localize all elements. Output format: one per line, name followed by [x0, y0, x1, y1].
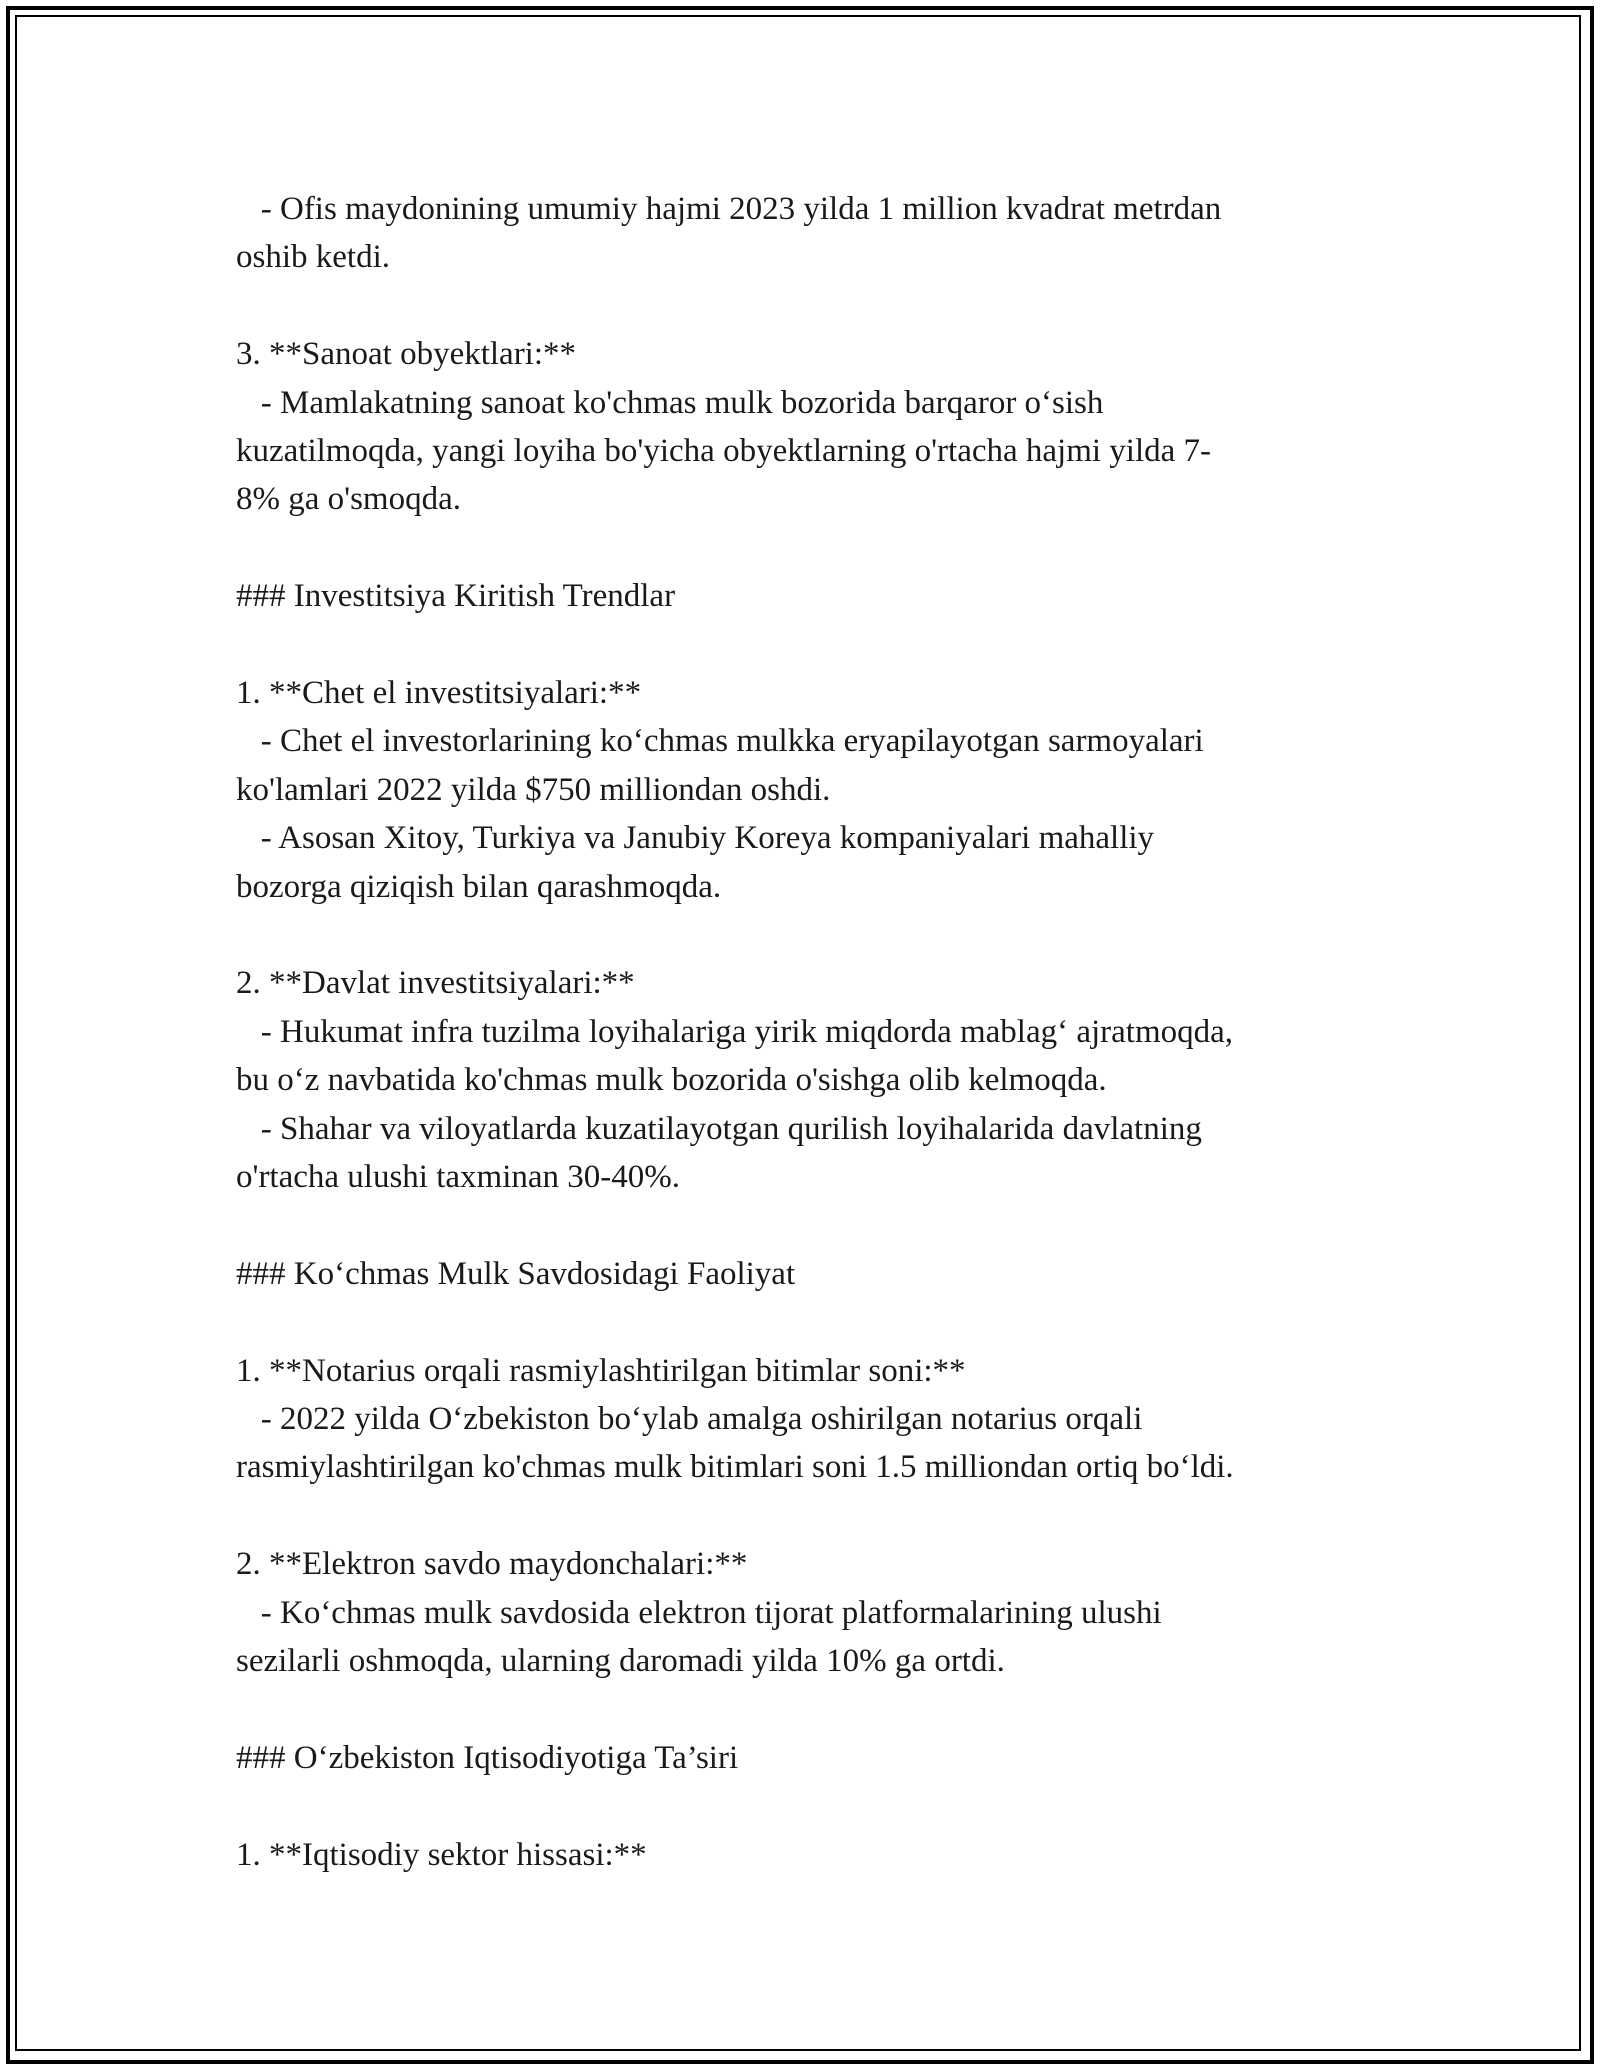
list-item-heading: 2. **Elektron savdo maydonchalari:** — [236, 1546, 748, 1583]
list-item-heading: 2. **Davlat investitsiyalari:** — [236, 965, 635, 1002]
section-heading: ### Ko‘chmas Mulk Savdosidagi Faoliyat — [236, 1255, 796, 1292]
text-line: oshib ketdi. — [236, 239, 390, 276]
text-line: - Hukumat infra tuzilma loyihalariga yirik miqdorda mablag‘ ajratmoqda, — [236, 1013, 1234, 1050]
blank-line — [236, 1298, 1366, 1346]
blank-line — [236, 621, 1366, 669]
section-heading: ### Investitsiya Kiritish Trendlar — [236, 578, 676, 615]
blank-line — [236, 1492, 1366, 1540]
blank-line — [236, 1685, 1366, 1733]
text-line: bozorga qiziqish bilan qarashmoqda. — [236, 868, 722, 905]
list-item-heading: 1. **Chet el investitsiyalari:** — [236, 675, 642, 712]
text-line: o'rtacha ulushi taxminan 30-40%. — [236, 1159, 681, 1196]
text-line: - Asosan Xitoy, Turkiya va Janubiy Koreya kompaniyalari mahalliy — [236, 820, 1155, 857]
text-line: bu o‘z navbatida ko'chmas mulk bozorida o'sishga olib kelmoqda. — [236, 1062, 1107, 1099]
blank-line — [236, 524, 1366, 572]
text-line: ko'lamlari 2022 yilda $750 milliondan oshdi. — [236, 771, 831, 808]
list-item-heading: 3. **Sanoat obyektlari:** — [236, 336, 577, 373]
section-heading: ### O‘zbekiston Iqtisodiyotiga Ta’siri — [236, 1739, 739, 1776]
list-item-heading: 1. **Notarius orqali rasmiylashtirilgan bitimlar soni:** — [236, 1352, 966, 1389]
blank-line — [236, 1782, 1366, 1830]
text-line: rasmiylashtirilgan ko'chmas mulk bitimlari soni 1.5 milliondan ortiq bo‘ldi. — [236, 1449, 1234, 1486]
document-body — [236, 185, 1366, 1879]
text-line: - Ofis maydonining umumiy hajmi 2023 yilda 1 million kvadrat metrdan — [236, 191, 1222, 227]
blank-line — [236, 911, 1366, 959]
text-line: - Ko‘chmas mulk savdosida elektron tijorat platformalarining ulushi — [236, 1594, 1162, 1631]
text-line: - Shahar va viloyatlarda kuzatilayotgan qurilish loyihalarida davlatning — [236, 1110, 1202, 1147]
text-line: - Chet el investorlarining ko‘chmas mulkka eryapilayotgan sarmoyalari — [236, 723, 1204, 760]
text-line: - Mamlakatning sanoat ko'chmas mulk bozorida barqaror o‘sish — [236, 384, 1104, 421]
blank-line — [236, 1201, 1366, 1249]
text-line: 8% ga o'smoqda. — [236, 481, 461, 518]
text-line: kuzatilmoqda, yangi loyiha bo'yicha obyektlarning o'rtacha hajmi yilda 7- — [236, 433, 1212, 470]
blank-line — [236, 282, 1366, 330]
list-item-heading: 1. **Iqtisodiy sektor hissasi:** — [236, 1836, 647, 1873]
text-line: - 2022 yilda O‘zbekiston bo‘ylab amalga oshirilgan notarius orqali — [236, 1401, 1143, 1438]
text-line: sezilarli oshmoqda, ularning daromadi yilda 10% ga ortdi. — [236, 1643, 1005, 1680]
